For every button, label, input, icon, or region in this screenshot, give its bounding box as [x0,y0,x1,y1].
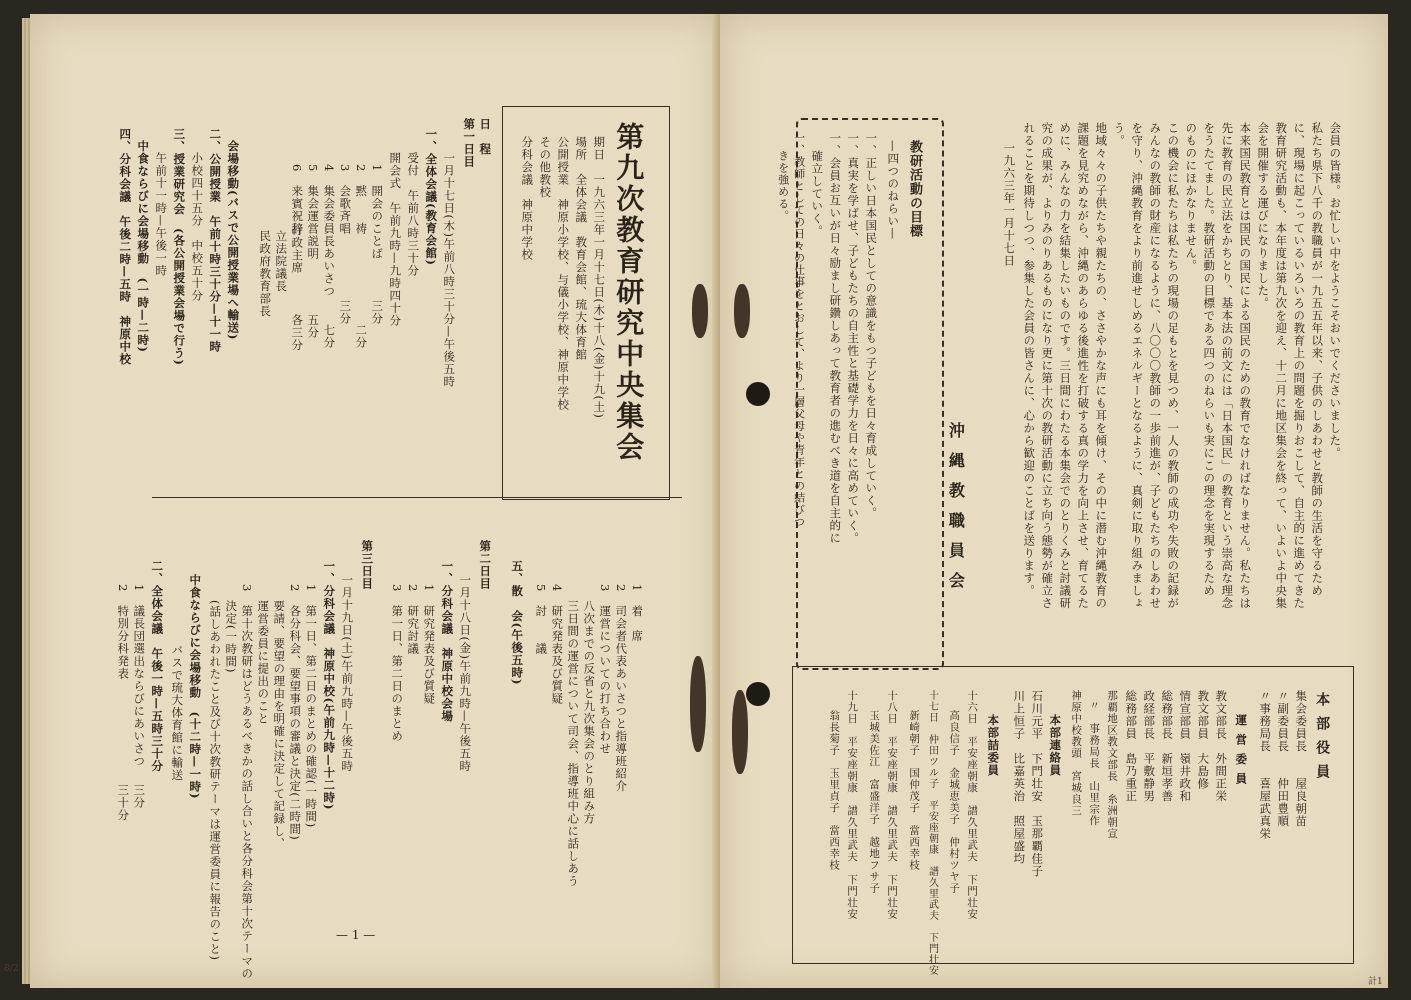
officer-line: 〃事務局長 喜屋武真栄 [1258,690,1273,840]
day2-line: 1 着 席 [630,584,645,643]
liaison-title: 本部連絡員 [1048,714,1063,777]
greeting-line: 本来国民教育とは国民の国民による国民のための教育でなければなりません。私たちは [1238,122,1253,610]
day1-line: 4 集会委員長あいさつ [322,164,337,298]
day3-line: 1 議長団選出ならびにあいさつ [132,584,147,768]
committee-line: 那覇地区教文部長 糸洲朝宣 [1106,690,1119,840]
day3-line: 3 第十次教研はどうあるべきかの話し合いと各分科会第十次テーマの [240,584,255,980]
goal-item: 一、会員お互いが日々励まし研鑽しあって教育者の進むべき道を自主的に [828,132,843,545]
day2-line: 2 司会者代表あいさつと指導班紹介 [614,584,629,793]
day1-line: 四、分科会議 午後二時—五時 神原中校 [118,128,133,366]
day1-line: 会場移動(バスで公開授業場へ輸送) [226,140,241,341]
day1-line: 3 会歌斉唱 [338,164,353,235]
day1-line: 行政主席 [290,224,305,274]
greeting-line: れることを期待しつつ、参集した会員の皆さんに、心から歓迎のことばを送ります。 [1022,122,1037,597]
committee-line: 神原中校教頭 宮城良三 [1070,690,1083,817]
day1-line: 開会式 午前九時—九時四十分 [388,152,403,327]
day1-line: 立法院議長 [274,230,289,293]
day2-heading: 第二日目 [478,540,493,590]
day3-line: 運営委員に提出のこと [256,600,271,725]
section-divider [152,497,682,498]
officer-line: 〃副委員長 仲田豊順 [1276,690,1291,828]
goals-title: 教研活動の目標 [906,140,922,238]
staff-line: 十七日 仲田ツル子 平安座朝康 譜久里武夫 下門壮安 [926,690,938,976]
greeting-line: 課題を見究めながら、沖縄のあらゆる後進性を打破する真の学力を向上させ、育てるた [1076,122,1091,610]
staff-line: 高良信子 金城恵美子 仲村ツヤ子 [948,710,961,894]
schedule-heading: 日 程 [478,118,493,156]
event-info-open-class: 公開授業 神原小学校、与儀小学校、神原中学校 [556,136,571,411]
committee-line: 教文部員 大島修 [1196,690,1211,790]
day2-line: 八次までの反省と九次集会のとり組み方 [582,600,597,825]
greeting-line: 先に教育の民立法をかちとり、基本法の前文には「日本国民」の教育という崇高な理念 [1220,122,1235,610]
day3-line: (話しあわれたこと及び十次教研テーマは運営委員に報告のこと) [208,600,223,961]
binding-hole [746,382,770,406]
day1-heading: 第一日目 [462,118,477,168]
goal-item: きを強める。 [776,150,790,222]
signature: 沖縄教職員会 [946,422,966,602]
day3-line: 二、全体会議 午後一時—五時三十分 [150,560,165,773]
greeting-line: に、現場に起こっているいろいろの教育上の問題を掘りおこして、自主的に進めてきた [1292,122,1307,610]
day1-line: 6 来賓祝辞 [290,164,305,235]
page-number: — 1 — [336,928,376,942]
staff-line: 十八日 平安座朝康 譜久里武夫 下門壮安 [886,690,899,920]
day2-line: 2 研究討議 [406,584,421,655]
officer-line: 集会委員長 屋良朝苗 [1294,690,1309,828]
day1-line: 民政府教育部長 [258,230,273,318]
committee-line: 政経部長 平敷静男 [1142,690,1157,803]
committee-line: 情宣部員 嶺井政和 [1178,690,1193,803]
greeting-date: 一九六三年一月十七日 [1002,142,1017,267]
greeting-line: みんなの教師の財産になるように、八〇〇〇教師の一歩前進が、子どもたちのしあわせ [1148,122,1163,610]
liaison-line: 川上恒子 比嘉英治 照屋盛均 [1012,690,1027,865]
rust-stain [732,690,748,774]
committee-line: 総務部員 島乃重正 [1124,690,1139,803]
day1-line: 5 集会運営説明 [306,164,321,260]
binding-hole [746,682,770,706]
day2-line: 1 研究発表及び質疑 [422,584,437,705]
committee-line: 〃 事務局長 山里宗作 [1088,700,1101,827]
day3-line: 2 特別分科発表 [116,584,131,680]
greeting-line: 会を開催する運びになりました。 [1256,122,1271,310]
day1-line: 午前十一時—午後一時 [154,152,169,277]
day3-line: 一、分科会議 神原中校(午前九時—十二時) [322,560,337,811]
day2-line: 一、分科会議 神原中校会場 [440,560,455,723]
greeting-line: のものにほかなりません。 [1184,122,1199,272]
staff-line: 翁長菊子 玉里貞子 當西幸枝 [828,710,841,871]
day1-line: 一月十七日(木)午前八時三十分—午後五時 [442,152,457,388]
rust-stain [692,284,708,338]
day1-duration: 七分 [322,324,337,349]
corner-mark-left: 8/2 [4,964,19,974]
day3-line: 2 各分科会、要望事項の審議と決定(二時間) [288,584,303,841]
day1-line: 1 開会のことば [370,164,385,260]
day2-line: 5 討 議 [534,584,549,655]
goal-item: 一、教師としての日々の仕事をとおして、より一層父母や青年との結びつ [792,132,806,528]
event-info-sessions: 分科会議 神原中学校 [520,136,535,261]
greeting-line: をうたてました。教研活動の目標である四つのねらいも実にこの理念を実現するため [1202,122,1217,597]
day3-line: 中食ならびに会場移動 (十二時—一時) [188,574,203,800]
day3-line: バスで琉大体育館に輸送 [170,644,185,782]
day1-line: 小校四十五分 中校五十分 [190,152,205,302]
goal-item: 一、真実を学ばせ、子どもたちの自主性と基礎学力を日々に高めていく。 [846,132,861,545]
greeting-line: う。 [1112,122,1127,147]
day1-line: 中食ならびに会場移動 (一時—二時) [136,140,151,353]
greeting-line: 教育研究活動も、本年度は第九次を迎え、十二月に地区集会を終って、いよいよ中央集 [1274,122,1289,610]
rust-stain [734,284,750,338]
day2-line: 3 運営についての打ち合わせ [598,584,613,755]
greeting-line: 究の成果が、よりみのりあるものになり更に第十次の教研活動に立ち向う態勢が確立さ [1040,122,1055,610]
staff-line: 十九日 平安座朝康 譜久里武夫 下門壮安 [846,690,859,920]
day1-duration: 三分 [338,300,353,325]
event-info-date: 期日 一九六三年一月十七日(木)十八(金)十九(土) [592,136,607,419]
greeting-line: を守り、沖縄教育をより前進せしめるエネルギーとなるように、真剣に取り組みましょ [1130,122,1145,610]
day1-line: 2 黙 祷 [354,164,369,235]
rust-stain [690,656,706,752]
right-page [720,14,1388,988]
officers-title: 本部役員 [1314,692,1331,788]
day3-duration: 三分 [132,784,147,809]
greeting-line: 会員の皆様。お忙しい中をようこそおいでくださいました。 [1328,122,1343,460]
staff-title: 本部詰委員 [986,714,1001,777]
day2-line: 五、散 会(午後五時) [510,560,525,686]
goals-subtitle: —四つのねらい— [886,140,901,240]
corner-mark: 計1 [1368,977,1383,987]
staff-line: 新崎朝子 国仲茂子 當西幸枝 [908,710,921,871]
greeting-line: この機会に私たちは私たちの現場の足もとを見つめ、一人の教師の成功や失敗の記録が [1166,122,1181,610]
committee-line: 教文部長 外間正栄 [1214,690,1229,803]
committee-line: 総務部長 新垣孝善 [1160,690,1175,803]
greeting-line: めに、みんなの力を結集したいものです。三日間にわたる本集会でのとりくみと討議研 [1058,122,1073,610]
day2-line: 一月十八日(金)午前九時—午後五時 [458,574,473,773]
day3-line: 要請、要望の理由を明確に決定して記録し、 [272,600,287,850]
event-title: 第九次教育研究中央集会 [612,122,646,463]
day1-duration: 二分 [354,324,369,349]
day2-line: 三日間の運営について司会、指導班中心に話しあう [566,600,581,888]
greeting-line: 地域々々の子供たちや親たちの、ささやかな声にも耳を傾け、その中に潜む沖縄教育の [1094,122,1109,610]
day1-duration: 五分 [306,314,321,339]
day2-line: 3 第一日、第二日のまとめ [390,584,405,743]
liaison-line: 石川元平 下門壮安 玉那覇佳子 [1030,690,1045,878]
day1-line: 一、全体会議(教育会館) [424,128,439,266]
day1-duration: 各三分 [290,314,305,352]
day3-line: 一月十九日(土)午前九時—午後五時 [340,574,355,773]
staff-line: 十六日 平安座朝康 譜久里武夫 下門壮安 [966,690,979,920]
event-info-place: 場所 全体会議 教育会館、琉大体育館 [574,136,589,361]
staff-line: 玉城美佐江 富盛洋子 越地フサ子 [868,710,881,894]
day3-duration: 三十分 [116,784,131,822]
day1-duration: 三分 [370,300,385,325]
day3-line: 決定(一時間) [224,600,239,674]
day1-line: 受付 午前八時三十分 [406,152,421,277]
committee-title: 運営委員 [1234,714,1249,792]
left-page [30,14,720,988]
day3-line: 1 第一日、第二日のまとめの確認(一時間) [304,584,319,829]
day1-line: 二、公開授業 午前十時三十分—十一時 [208,128,223,353]
goal-item: 確立していく。 [810,150,825,238]
day2-line: 4 研究発表及び質疑 [550,584,565,705]
day3-heading: 第三日目 [360,540,375,590]
event-info-other: その他教校 [538,136,553,199]
day1-line: 三、授業研究会 (各公開授業会場で行う) [172,128,187,366]
greeting-line: 私たち県下八千の教職員が一九五五年以来、子供のしあわせと教師の生活を守るため [1310,122,1325,597]
goal-item: 一、正しい日本国民としての意識をもつ子どもを日々育成していく。 [864,132,879,520]
